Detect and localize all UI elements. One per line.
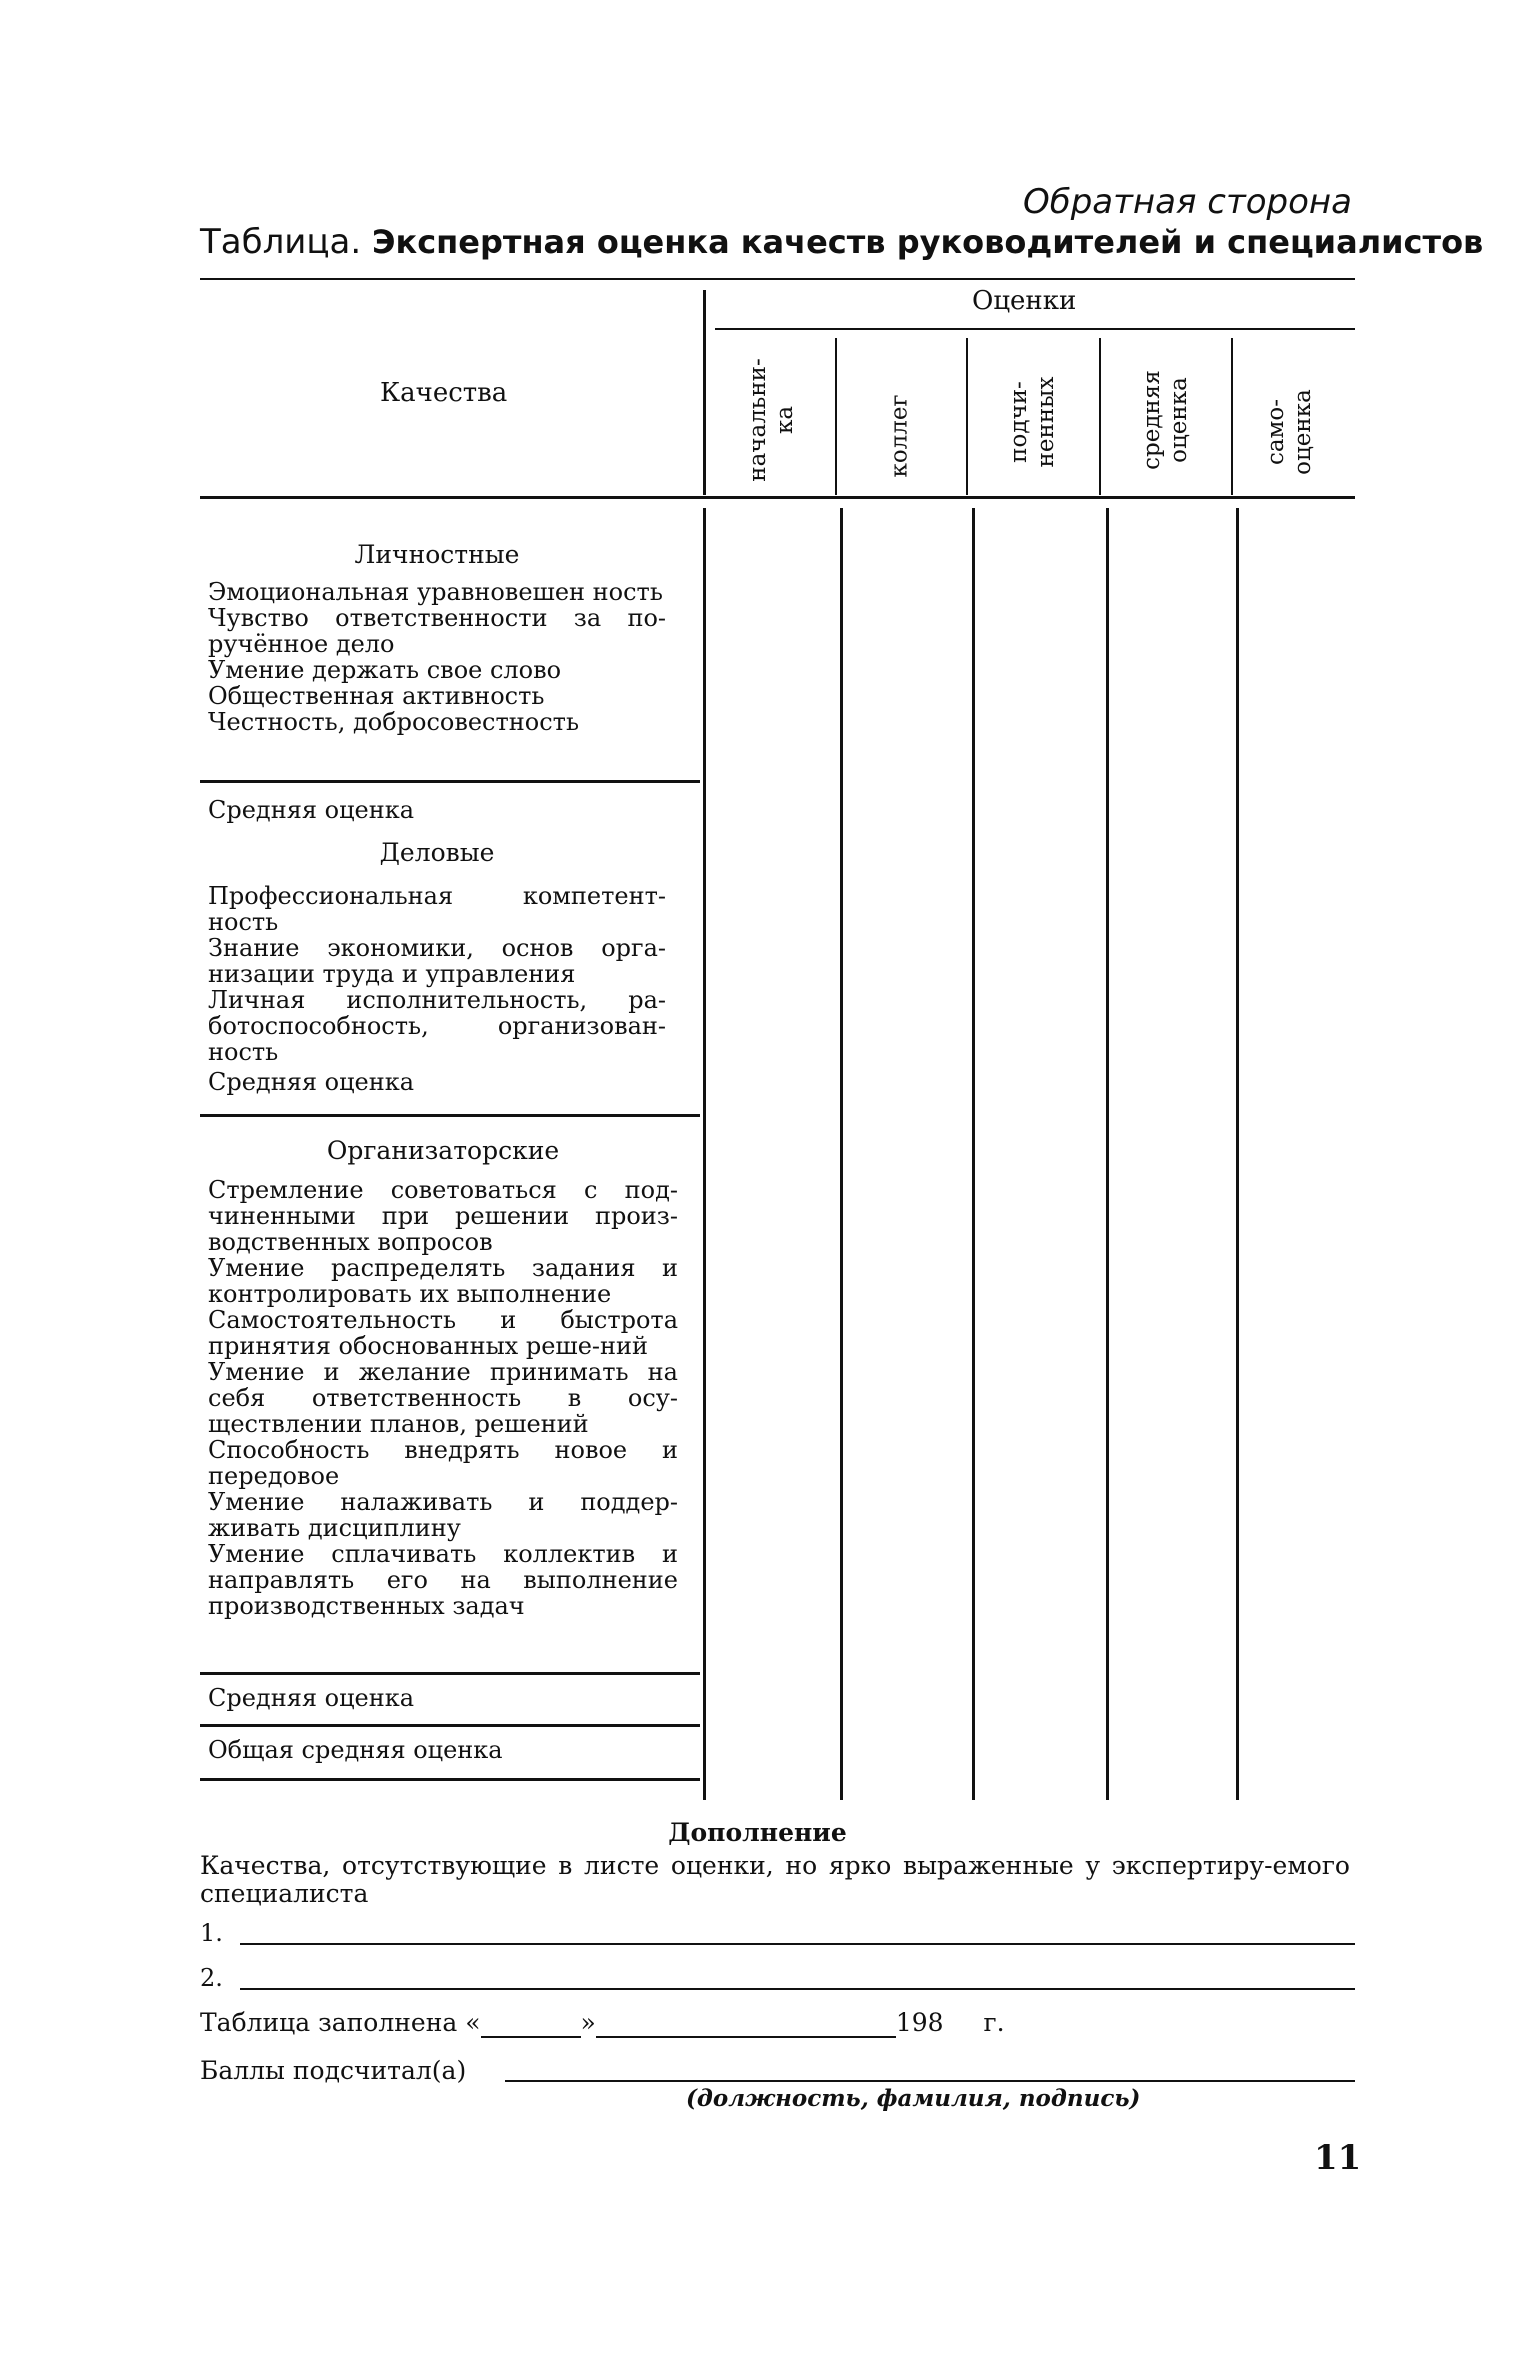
col-label-average: средняя оценка (1139, 370, 1192, 470)
body-col-line-2 (972, 508, 975, 1800)
business-average: Средняя оценка (208, 1068, 415, 1096)
filled-row (200, 2010, 1005, 2038)
signature-hint: (должность, фамилия, подпись) (686, 2085, 1141, 2112)
ratings-underline (715, 328, 1355, 330)
table-title-text: Экспертная оценка качеств руководителей и специалистов (372, 223, 1484, 261)
header-ratings: Оценки (972, 286, 1077, 316)
quality-item: Профессиональная компетент-ность (208, 882, 666, 936)
body-col-line-3 (1106, 508, 1109, 1800)
body-col-line-1 (840, 508, 843, 1800)
business-rule (200, 1114, 700, 1117)
header-col-sep-4 (1231, 338, 1233, 495)
col-label-colleagues: коллег (886, 394, 913, 478)
section-business (208, 838, 666, 1095)
quality-item: Стремление советоваться с под-чиненными при решении произ-водственных вопросов (208, 1176, 678, 1256)
quality-item: Самостоятельность и быстрота принятия обоснованных реше-ний (208, 1306, 678, 1360)
quality-item: Личная исполнительность, ра-ботоспособность, организован-ность (208, 986, 666, 1066)
quality-item: Знание экономики, основ орга-низации труда и управления (208, 934, 666, 988)
blank-line-1-label: 1. (200, 1919, 223, 1947)
filled-label: Таблица заполнена « (200, 2008, 481, 2037)
section-organizational (208, 1136, 678, 1619)
filled-mid: » (580, 2008, 596, 2037)
average-rule (200, 1724, 700, 1727)
header-divider-vertical (703, 290, 706, 495)
quality-item: Эмоциональная уравновешен ность (208, 578, 663, 606)
blank-line-2[interactable] (240, 1988, 1355, 1990)
quality-item: Умение налаживать и поддер-живать дисциплину (208, 1488, 678, 1542)
year-suffix: г. (983, 2008, 1005, 2037)
scored-label: Баллы подсчитал(а) (200, 2056, 467, 2085)
section-personal (208, 540, 666, 735)
table-title (200, 222, 1484, 262)
overall-average: Общая средняя оценка (208, 1736, 503, 1764)
section-title-personal: Личностные (354, 540, 520, 569)
col-label-boss: начальни- ка (745, 358, 798, 482)
blank-line-2-label: 2. (200, 1964, 223, 1992)
header-col-sep-2 (966, 338, 968, 495)
quality-item: Умение сплачивать коллектив и направлять его на выполнение производственных задач (208, 1540, 678, 1620)
body-col-line-4 (1236, 508, 1239, 1800)
personal-average: Средняя оценка (208, 796, 415, 824)
quality-item: Честность, добросовестность (208, 708, 580, 736)
signature-line[interactable] (505, 2080, 1355, 2082)
organizational-average: Средняя оценка (208, 1684, 415, 1712)
col-label-self: само- оценка (1263, 389, 1316, 475)
quality-item: Чувство ответственности за по-ручённое дело (208, 604, 666, 658)
header-col-sep-1 (835, 338, 837, 495)
blank-line-1[interactable] (240, 1943, 1355, 1945)
quality-item: Общественная активность (208, 682, 545, 710)
addendum-text: Качества, отсутствующие в листе оценки, но ярко выраженные у экспертиру-емого специалиста (200, 1851, 1350, 1908)
quality-item: Умение держать свое слово (208, 656, 562, 684)
addendum-title: Дополнение (668, 1818, 847, 1847)
quality-item: Способность внедрять новое и передовое (208, 1436, 678, 1490)
month-blank[interactable] (596, 2010, 896, 2038)
header-bottom-rule (200, 496, 1355, 499)
quality-item: Умение распределять задания и контролировать их выполнение (208, 1254, 678, 1308)
header-qualities: Качества (380, 378, 508, 408)
reverse-side-label: Обратная сторона (1022, 182, 1352, 222)
personal-rule (200, 780, 700, 783)
table-bottom-rule (200, 1778, 700, 1781)
col-label-subordinates: подчи- ненных (1006, 376, 1059, 468)
body-col-line-0 (703, 508, 706, 1800)
page-number: 11 (1314, 2138, 1362, 2178)
year-prefix: 198 (895, 2008, 944, 2037)
section-title-business: Деловые (379, 838, 495, 867)
organizational-rule (200, 1672, 700, 1675)
day-blank[interactable] (481, 2010, 581, 2038)
table-prefix: Таблица. (200, 222, 362, 262)
section-title-organizational: Организаторские (326, 1136, 560, 1165)
quality-item: Умение и желание принимать на себя ответственность в осу-ществлении планов, решений (208, 1358, 678, 1438)
title-underline (200, 278, 1355, 280)
header-col-sep-3 (1099, 338, 1101, 495)
